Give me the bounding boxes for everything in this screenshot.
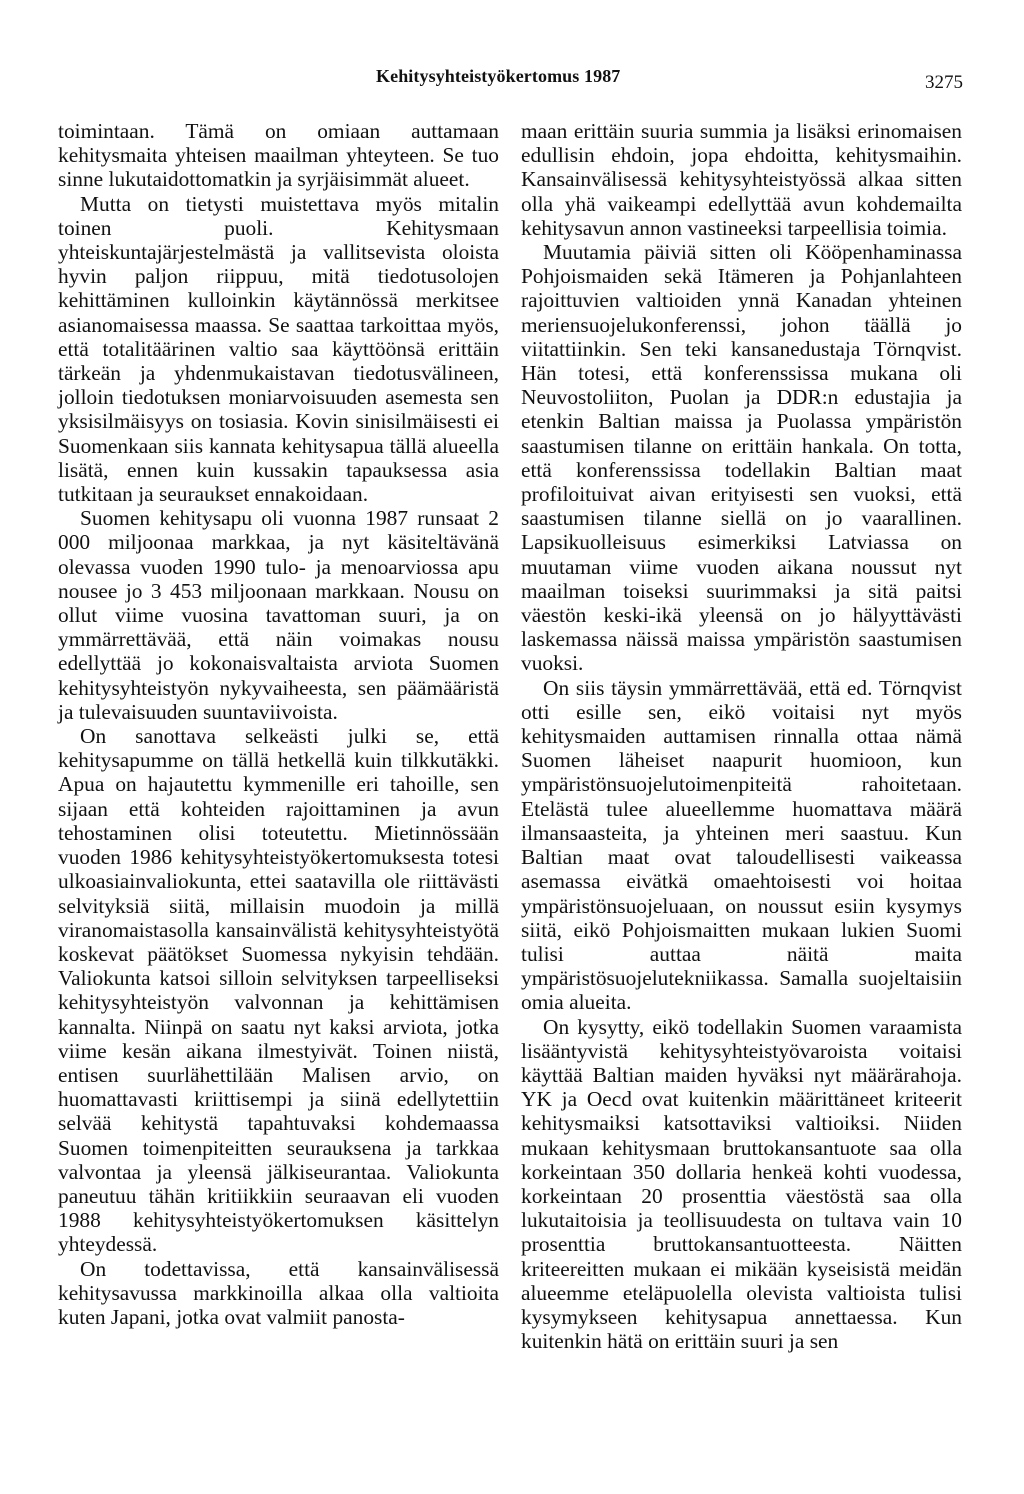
paragraph: On sanottava selkeästi julki se, että kehitysapumme on tällä hetkellä kuin tilkkutäkki. Apua on hajautettu kymmenille eri tahoille, sen sijaan että kohteiden rajoittaminen ja avun tehostaminen olisi toteutettu. Mietinnössään vuoden 1986 kehitysyhteistyökertomuksesta totesi ulkoasiainvaliokunta, ettei saatavilla ole riittävästi selvityksiä siitä, millaisin muodoin ja millä viranomaistasolla kansainvälistä kehitysyhteistyötä koskevat päätökset Suomessa nykyisin tehdään. Valiokunta katsoi silloin selvityksen tarpeelliseksi kehitysyhteistyön valvonnan ja kehittämisen kannalta. Niinpä on saatu nyt kaksi arviota, jotka viime kesän aikana ilmestyivät. Toinen niistä, entisen suurlähettilään Malisen arvio, on huomattavasti kriittisempi ja siinä edellytettiin selvää kehitystä tapahtuvaksi kohdemaassa Suomen toimenpiteitten seurauksena ja tarkkaa valvontaa ja yleensä jälkiseurantaa. Valiokunta paneutuu tähän kritiikkiin seuraavan eli vuoden 1988 kehitysyhteistyökertomuksen käsittelyn yhteydessä. — [58, 724, 499, 1257]
paragraph: Suomen kehitysapu oli vuonna 1987 runsaat 2 000 miljoonaa markkaa, ja nyt käsiteltävänä olevassa vuoden 1990 tulo- ja menoarviossa apu nousee jo 3 453 miljoonaan markkaan. Nousu on ollut viime vuosina tavattoman suuri, ja on ymmärrettävää, että näin voimakas nousu edellyttää jo kokonaisvaltaista arviota Suomen kehitysyhteistyön nykyvaiheesta, sen päämääristä ja tulevaisuuden suuntaviivoista. — [58, 506, 499, 724]
page-number: 3275 — [925, 72, 963, 93]
paragraph: toimintaan. Tämä on omiaan auttamaan kehitysmaita yhteisen maailman yhteyteen. Se tuo sinne lukutaidottomatkin ja syrjäisimmät alueet. — [58, 119, 499, 192]
paragraph: Mutta on tietysti muistettava myös mitalin toinen puoli. Kehitysmaan yhteiskuntajärjestelmästä ja vallitsevista oloista hyvin paljon riippuu, mitä tiedotusolojen kehittäminen kulloinkin käytännössä merkitsee asianomaisessa maassa. Se saattaa tarkoittaa myös, että totalitäärinen valtio saa käyttöönsä erittäin tärkeän ja yhdenmukaistavan tiedotusvälineen, jolloin tiedotuksen moniarvoisuuden asemesta sen yksisilmäisyys on tosiasia. Kovin sinisilmäisesti ei Suomenkaan siis kannata kehitysapua tällä alueella lisätä, ennen kuin kussakin tapauksessa asia tutkitaan ja seuraukset ennakoidaan. — [58, 191, 499, 507]
running-header: Kehitysyhteistyökertomus 1987 — [376, 66, 621, 86]
paragraph: Muutamia päiviä sitten oli Kööpenhaminassa Pohjoismaiden sekä Itämeren ja Pohjanlahteen rajoittuvien valtioiden ynnä Kanadan yhteinen meriensuojelukonferenssi, johon täällä jo viitattiinkin. Sen teki kansanedustaja Törnqvist. Hän totesi, että konferenssissa mukana oli Neuvostoliiton, Puolan ja DDR:n edustajia ja etenkin Baltian maissa ja Puolassa ympäristön saastumisen tilanne on erittäin hankala. On totta, että konferenssissa todellakin Baltian maat profiloituivat aivan erityisesti sen vuoksi, että saastumisen tilanne siellä on jo vaarallinen. Lapsikuolleisuus esimerkiksi Latviassa on muutaman viime vuoden aikana noussut nyt maailman toiseksi suurimmaksi ja sitä paitsi väestön keski-ikä yleensä on jo hälyyttävästi laskemassa näissä maissa ympäristön saastumisen vuoksi. — [521, 240, 962, 676]
paragraph: On kysytty, eikö todellakin Suomen varaamista lisääntyvistä kehitysyhteistyövaroista voitaisi käyttää Baltian maiden hyväksi nyt määrärahoja. YK ja Oecd ovat kuitenkin määrittäneet kriteerit kehitysmaiksi katsottaviksi valtioiksi. Niiden mukaan kehitysmaan bruttokansantuote saa olla korkeintaan 350 dollaria henkeä kohti vuodessa, korkeintaan 20 prosenttia väestöstä saa olla lukutaitoisia ja teollisuudesta on tultava vain 10 prosenttia bruttokansantuotteesta. Näitten kriteereitten mukaan ei mikään kyseisistä meidän alueemme eteläpuolella olevista valtioista tulisi kysymykseen kehitysapua annettaessa. Kun kuitenkin hätä on erittäin suuri ja sen — [521, 1014, 962, 1354]
left-column — [58, 119, 499, 1329]
right-column — [521, 119, 962, 1353]
paragraph: On siis täysin ymmärrettävää, että ed. Törnqvist otti esille sen, eikö voitaisi nyt myös kehitysmaiden auttamisen rinnalla ottaa nämä Suomen läheiset naapurit huomioon, kun ympäristönsuojelutoimenpiteitä rahoitetaan. Etelästä tulee alueellemme huomattava määrä ilmansaasteita, ja yhteinen meri saastuu. Kun Baltian maat ovat taloudellisesti vaikeassa asemassa eivätkä omaehtoisesti voi hoitaa ympäristönsuojeluaan, on noussut esiin kysymys siitä, eikö Pohjoismaitten mukaan lukien Suomi tulisi auttaa näitä maita ympäristösuojelutekniikassa. Samalla suojeltaisiin omia alueita. — [521, 675, 962, 1015]
paragraph: On todettavissa, että kansainvälisessä kehitysavussa markkinoilla alkaa olla valtioita kuten Japani, jotka ovat valmiit panosta- — [58, 1256, 499, 1329]
paragraph: maan erittäin suuria summia ja lisäksi erinomaisen edullisin ehdoin, jopa ehdoitta, kehitysmaihin. Kansainvälisessä kehitysyhteistyössä alkaa sitten olla yhä vaikeampi edellyttää avun kohdemailta kehitysavun annon vastineeksi tarpeellisia toimia. — [521, 119, 962, 240]
